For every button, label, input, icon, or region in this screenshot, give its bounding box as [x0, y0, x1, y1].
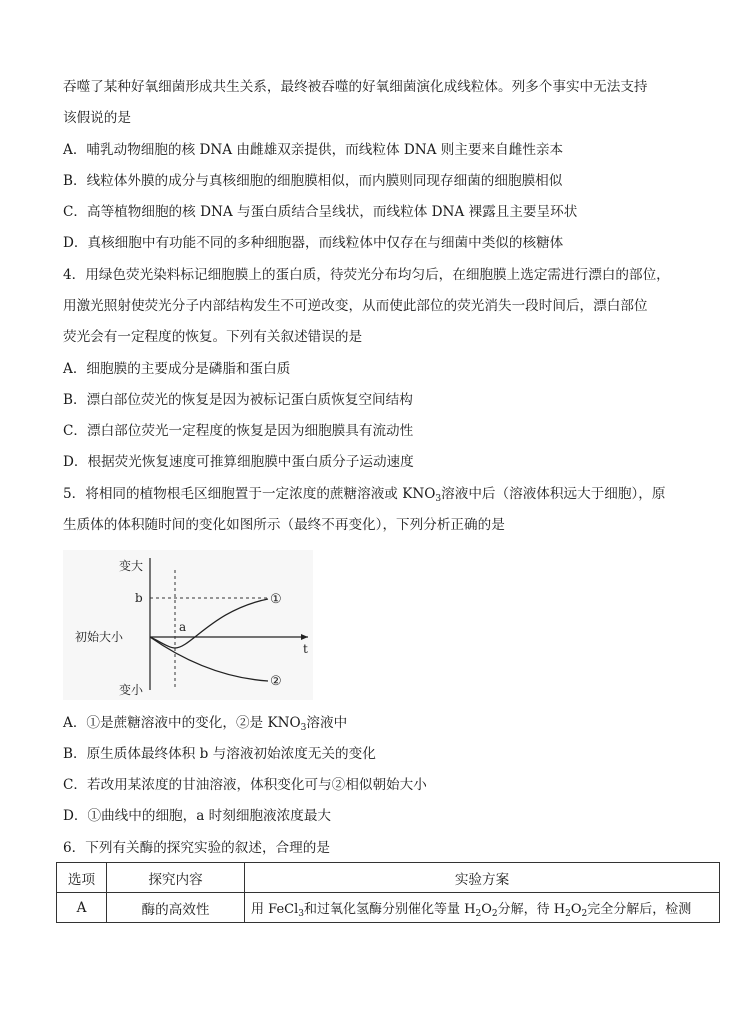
q3-option-d: D．真核细胞中有功能不同的多种细胞器，而线粒体中仅存在与细菌中类似的核糖体	[63, 235, 564, 251]
table-header-plan: 实验方案	[245, 863, 720, 893]
q5-option-d: D．①曲线中的细胞，a 时刻细胞液浓度最大	[63, 808, 332, 824]
q3-option-b: B．线粒体外膜的成分与真核细胞的细胞膜相似，而内膜则同现存细菌的细胞膜相似	[63, 173, 563, 189]
q5-stem-subscript: 3	[435, 494, 442, 504]
q5-option-a	[63, 714, 347, 732]
q5-option-a-text-a: A．①是蔗糖溶液中的变化，②是 KNO	[63, 715, 301, 731]
q5-stem-text-a: 5．将相同的植物根毛区细胞置于一定浓度的蔗糖溶液或 KNO	[63, 486, 436, 502]
q5-option-a-text-b: 溶液中	[306, 715, 348, 731]
graph-label-a: a	[179, 620, 187, 634]
graph-label-smaller: 变小	[119, 683, 144, 697]
protoplast-volume-graph	[63, 550, 313, 700]
q5-stem-line-2: 生质体的体积随时间的变化如图所示（最终不再变化），下列分析正确的是	[63, 517, 505, 533]
q4-option-d: D．根据荧光恢复速度可推算细胞膜中蛋白质分子运动速度	[63, 454, 414, 470]
table-cell-plan	[245, 893, 720, 923]
plan-sub-5: 2	[581, 909, 588, 919]
graph-label-curve-1: ①	[270, 592, 282, 607]
plan-sub-3: 2	[491, 909, 498, 919]
graph-label-b: b	[135, 591, 143, 605]
q5-stem-line-1	[63, 485, 665, 503]
q4-stem-line-1: 4．用绿色荧光染料标记细胞膜上的蛋白质，待荧光分布均匀后，在细胞膜上选定需进行漂白的部位，	[63, 267, 670, 283]
q4-stem-line-2: 用激光照射使荧光分子内部结构发生不可逆改变，从而使此部位的荧光消失一段时间后，漂白部位	[63, 298, 648, 314]
q3-stem-line-2: 该假说的是	[63, 110, 131, 126]
q5-stem-text-b: 溶液中后（溶液体积远大于细胞），原	[441, 486, 666, 502]
q4-option-a: A．细胞膜的主要成分是磷脂和蛋白质	[63, 361, 291, 377]
plan-text-2: 和过氧化氢酶分别催化等量 H	[303, 902, 476, 917]
graph-label-larger: 变大	[119, 559, 144, 573]
q6-stem: 6．下列有关酶的探究实验的叙述，合理的是	[63, 840, 330, 856]
table-row	[57, 893, 720, 923]
q3-option-c: C．高等植物细胞的核 DNA 与蛋白质结合呈线状，而线粒体 DNA 裸露且主要呈环状	[63, 204, 578, 220]
table-cell-content: 酶的高效性	[107, 893, 245, 923]
table-header-row	[57, 863, 720, 893]
table-header-content: 探究内容	[107, 863, 245, 893]
plan-text-3: O	[481, 902, 492, 917]
graph-label-curve-2: ②	[270, 674, 282, 689]
plan-sub-2: 2	[475, 909, 482, 919]
q5-option-b: B．原生质体最终体积 b 与溶液初始浓度无关的变化	[63, 746, 376, 762]
plan-text-1: 用 FeCl	[251, 902, 299, 917]
q5-option-a-subscript: 3	[300, 723, 307, 733]
q4-stem-line-3: 荧光会有一定程度的恢复。下列有关叙述错误的是	[63, 329, 363, 345]
plan-text-5: O	[570, 902, 582, 917]
plan-sub-4: 2	[565, 909, 571, 919]
q6-table	[56, 862, 720, 923]
table-header-option: 选项	[57, 863, 107, 893]
q4-option-b: B．漂白部位荧光的恢复是因为被标记蛋白质恢复空间结构	[63, 392, 413, 408]
plan-text-4: 分解，待 H	[497, 902, 566, 917]
plan-sub-1: 3	[298, 909, 304, 919]
graph-label-initial: 初始大小	[75, 630, 124, 644]
table-cell-option: A	[57, 893, 107, 923]
q5-option-c: C．若改用某浓度的甘油溶液，体积变化可与②相似朝始大小	[63, 777, 427, 793]
q3-option-a: A．哺乳动物细胞的核 DNA 由雌雄双亲提供，而线粒体 DNA 则主要来自雌性亲本	[63, 142, 564, 158]
graph-label-t: t	[303, 642, 308, 656]
q3-stem-line-1: 吞噬了某种好氧细菌形成共生关系，最终被吞噬的好氧细菌演化成线粒体。列多个事实中无法支持	[63, 79, 648, 95]
q4-option-c: C．漂白部位荧光一定程度的恢复是因为细胞膜具有流动性	[63, 423, 414, 439]
plan-text-6: 完全分解后，检测	[587, 902, 692, 917]
